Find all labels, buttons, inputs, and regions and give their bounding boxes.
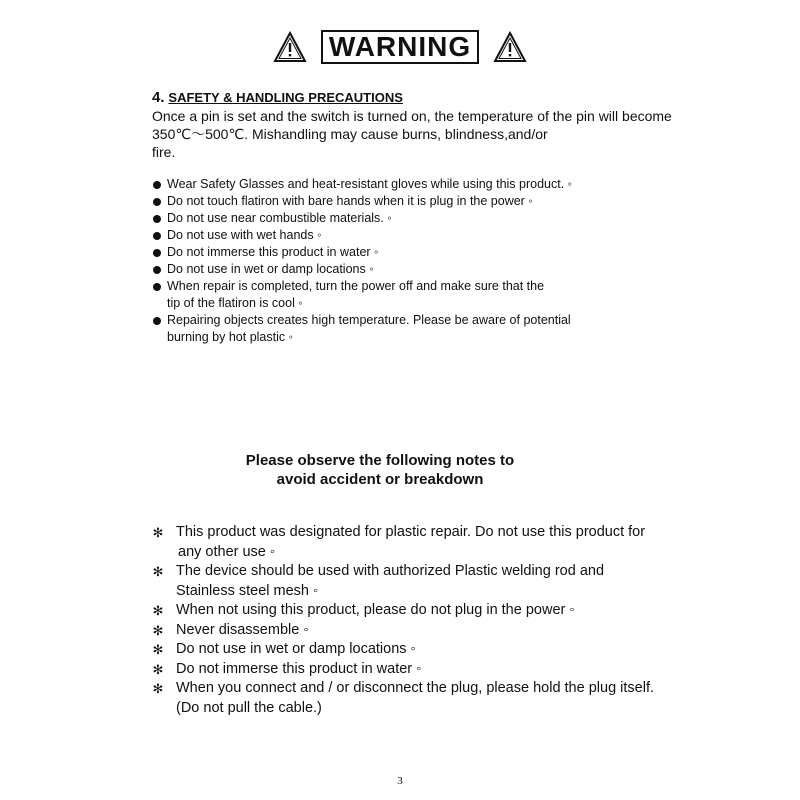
bullet-text: Do not immerse this product in water ◦: [167, 245, 379, 259]
bullet-text: Wear Safety Glasses and heat-resistant gloves while using this product. ◦: [167, 177, 573, 191]
warning-header: [0, 30, 800, 64]
notes-heading-line: Please observe the following notes to: [245, 452, 515, 469]
note-text: When you connect and / or disconnect the plug, please hold the plug itself.: [176, 680, 655, 696]
bullet-text: Do not use with wet hands ◦: [167, 228, 322, 242]
bullet-item: [152, 193, 752, 210]
bullet-dot-icon: [153, 249, 161, 257]
asterisk-icon: ✻: [152, 661, 164, 677]
bullet-dot-icon: [153, 232, 161, 240]
intro-line: 350℃～500℃. Mishandling may cause burns, blindness,and/or: [152, 126, 548, 142]
bullet-text: Repairing objects creates high temperature. Please be aware of potential: [167, 313, 571, 327]
note-item: [150, 621, 770, 641]
bullet-item: [152, 261, 752, 278]
bullet-text: Do not touch flatiron with bare hands when it is plug in the power ◦: [167, 194, 533, 208]
warning-triangle-icon: [493, 31, 527, 63]
section-number: 4.: [152, 89, 165, 106]
asterisk-icon: ✻: [152, 622, 164, 638]
bullet-item: [152, 244, 752, 261]
intro-line: fire.: [152, 144, 176, 160]
asterisk-icon: ✻: [152, 603, 164, 618]
bullet-dot-icon: [153, 283, 161, 291]
note-item: [150, 660, 770, 680]
note-item: [150, 601, 770, 621]
bullet-item: [152, 210, 752, 227]
notes-heading-line: avoid accident or breakdown: [276, 471, 484, 488]
note-text: This product was designated for plastic repair. Do not use this product for: [176, 524, 646, 540]
asterisk-icon: ✻: [152, 564, 164, 579]
bullet-text: When repair is completed, turn the power off and make sure that the: [167, 279, 545, 293]
notes-heading: [180, 451, 580, 489]
warning-triangle-icon: [273, 31, 307, 63]
note-item: [150, 640, 770, 660]
page-number: 3: [397, 775, 403, 787]
bullet-item: [152, 278, 752, 312]
asterisk-icon: ✻: [152, 642, 164, 657]
bullet-dot-icon: [153, 181, 161, 189]
note-text: When not using this product, please do not plug in the power ◦: [176, 602, 575, 618]
note-text-continued: Stainless steel mesh ◦: [176, 582, 319, 599]
section-title: SAFETY & HANDLING PRECAUTIONS: [168, 90, 403, 105]
safety-bullet-list: [152, 176, 752, 346]
note-text: Do not use in wet or damp locations ◦: [176, 641, 416, 657]
bullet-item: [152, 227, 752, 244]
intro-paragraph: [152, 107, 752, 161]
section-heading: [152, 88, 752, 107]
note-item: [150, 523, 770, 562]
bullet-dot-icon: [153, 317, 161, 325]
bullet-dot-icon: [153, 215, 161, 223]
bullet-text-continued: burning by hot plastic ◦: [167, 330, 294, 344]
note-item: [150, 562, 770, 601]
bullet-dot-icon: [153, 266, 161, 274]
safety-section: [152, 88, 752, 161]
bullet-item: [152, 176, 752, 193]
bullet-text: Do not use near combustible materials. ◦: [167, 211, 392, 225]
note-text: The device should be used with authorized Plastic welding rod and: [176, 563, 605, 579]
note-text: Never disassemble ◦: [176, 621, 309, 638]
note-item: [150, 679, 770, 718]
asterisk-icon: ✻: [152, 525, 164, 540]
intro-line: Once a pin is set and the switch is turned on, the temperature of the pin will become: [152, 108, 672, 124]
bullet-text-continued: tip of the flatiron is cool ◦: [167, 296, 303, 310]
bullet-item: [152, 312, 752, 346]
warning-label: WARNING: [321, 30, 479, 64]
note-text: Do not immerse this product in water ◦: [176, 660, 422, 677]
bullet-text: Do not use in wet or damp locations ◦: [167, 262, 374, 276]
asterisk-icon: ✻: [152, 681, 164, 696]
bullet-dot-icon: [153, 198, 161, 206]
note-text-continued: any other use ◦: [178, 543, 276, 560]
notes-list: [150, 523, 770, 718]
note-text-continued: (Do not pull the cable.): [176, 699, 322, 716]
